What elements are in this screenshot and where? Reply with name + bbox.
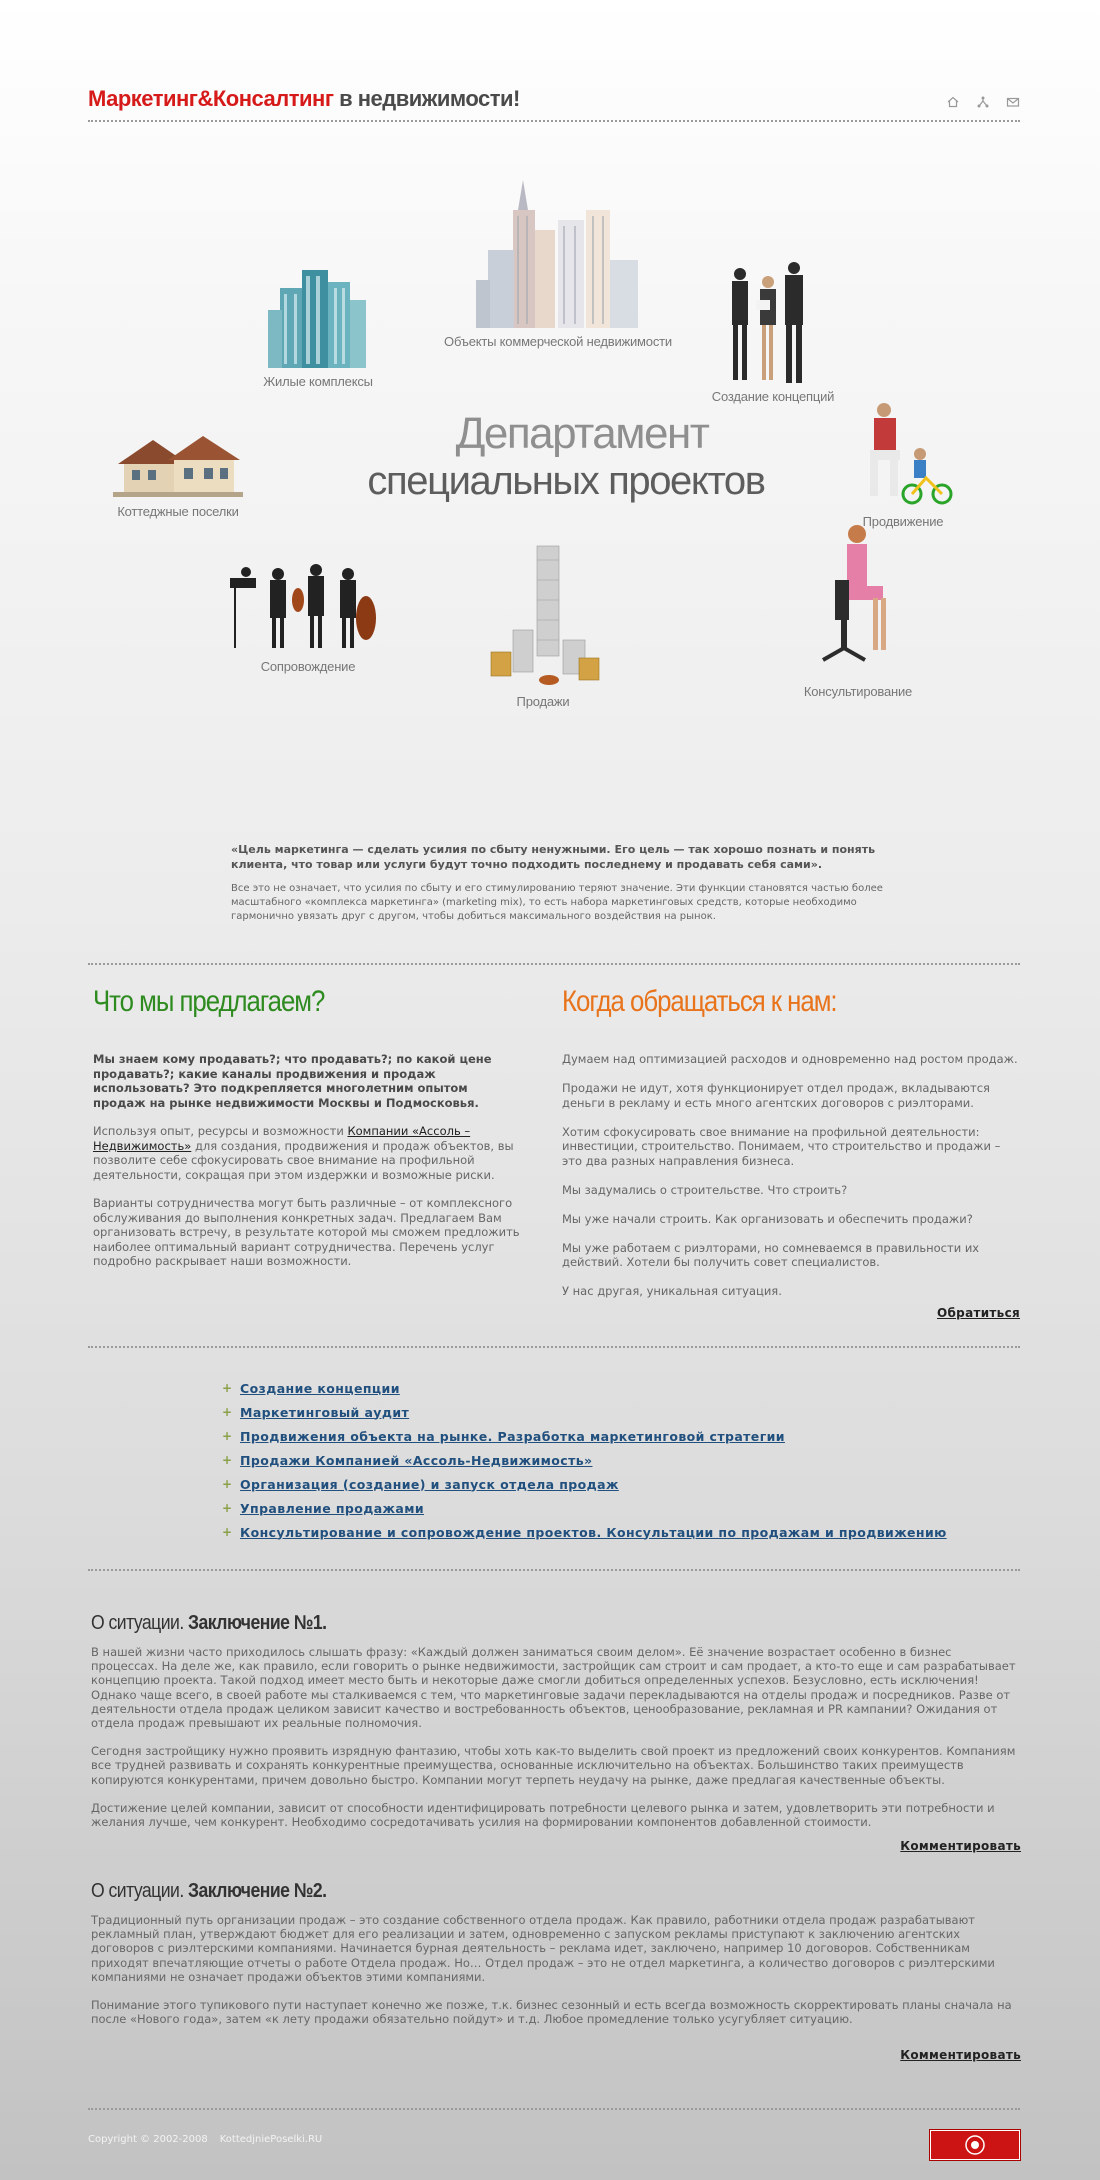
hero-label-cottages: Коттеджные поселки <box>117 504 239 519</box>
hero-label-consulting: Консультирование <box>803 684 913 699</box>
article-title-prefix: О ситуации. <box>91 1880 189 1902</box>
site-logo[interactable] <box>88 86 520 112</box>
hero-item-support[interactable] <box>223 560 393 674</box>
woman-on-chair-image <box>813 520 903 680</box>
mail-icon[interactable] <box>1006 94 1020 108</box>
list-item <box>222 1400 947 1424</box>
list-item <box>222 1472 947 1496</box>
article-1-title <box>91 1612 909 1635</box>
when-item: Думаем над оптимизацией расходов и одновременно над ростом продаж. <box>562 1052 1018 1066</box>
plus-icon: + <box>222 1429 233 1443</box>
offer-p2-text: для создания, продвижения и продаж объектов, вы позволите себе сфокусировать свое внимание на профильной деятельности, сокращая при этом издержки и возможные риски. <box>93 1138 514 1182</box>
list-item <box>222 1424 947 1448</box>
service-link[interactable]: Создание концепции <box>240 1380 400 1396</box>
partner-badge[interactable] <box>930 2130 1020 2160</box>
offer-section <box>93 985 523 1269</box>
copyright: Copyright © 2002-2008 <box>88 2134 208 2145</box>
hero-label-sales: Продажи <box>516 694 570 709</box>
article-paragraph: Понимание этого тупикового пути наступает конечно же позже, т.к. бизнес сезонный и есть всегда возможность скорректировать планы сначала на после «Нового года», затем «к лету продажи обязательно пойдут» и т.д. Любое промедление только усугубляет ситуацию. <box>91 1998 1012 2027</box>
service-link[interactable]: Продажи Компанией «Ассоль-Недвижимость» <box>240 1452 593 1468</box>
offer-paragraph-3: Варианты сотрудничества могут быть различные – от комплексного обслуживания до выполнения конкретных задач. Предлагаем Вам организовать встречу, в результате которой мы сможем предложить наиболее оптимальный вариант сотрудничества. Перечень услуг подробно раскрывает наши возможности. <box>93 1196 520 1268</box>
hero-label-promotion: Продвижение <box>862 514 944 529</box>
hero-label-concepts: Создание концепций <box>711 389 835 404</box>
when-item: Продажи не идут, хотя функционирует отдел продаж, вкладываются деньги в рекламу и есть много агентских договоров с риэлторами. <box>562 1081 990 1110</box>
logo-red-text: Маркетинг&Консалтинг <box>88 86 334 111</box>
divider <box>88 120 1020 122</box>
sitemap-icon[interactable] <box>976 94 990 108</box>
article-paragraph: Достижение целей компании, зависит от способности идентифицировать потребности целевого рынка и затем, удовлетворить эти потребности и желания лучше, чем конкурент. Необходимо сосредотачивать усилия на формировании компонентов добавленной стоимости. <box>91 1800 995 1830</box>
when-item: У нас другая, уникальная ситуация. <box>562 1284 782 1298</box>
plus-icon: + <box>222 1477 233 1491</box>
article-title-prefix: О ситуации. <box>91 1612 189 1634</box>
footer <box>88 2134 322 2145</box>
plus-icon: + <box>222 1381 233 1395</box>
article-paragraph: В нашей жизни часто приходилось слышать фразу: «Каждый должен заниматься своим делом». Её значение возрастает особенно в бизнес процессах. На деле же, как правило, если говорить о рынке недвижимости, застройщик сам строит и сам продает, а кто-то еще и сам разрабатывает концепцию проекта. Такой подход имеет место быть и некоторые даже смогли добиться определенных успехов. Безусловно, есть исключения! Однако чаще всего, в своей работе мы сталкиваемся с тем, что маркетинговые задачи перекладываются на отделы продаж и посредников. Разве от деятельности отдела продаж целиком зависит качество и востребованность объектов, ценообразование, рекламная и PR кампании? Ожидания от отдела продаж превышают их реальные полномочия. <box>91 1645 1016 1731</box>
plus-icon: + <box>222 1525 233 1539</box>
when-item: Хотим сфокусировать свое внимание на профильной деятельности: инвестиции, строительство. Понимаем, что строительство и продажи – это два разных направления бизнеса. <box>562 1124 1001 1168</box>
article-2 <box>91 1880 1021 2062</box>
article-title-bold: Заключение №2. <box>188 1880 327 1902</box>
hero-label-commercial: Объекты коммерческой недвижимости <box>444 334 672 349</box>
divider <box>88 963 1020 965</box>
musicians-image <box>228 560 388 655</box>
hero-item-concepts[interactable] <box>698 260 848 404</box>
header-icons <box>946 94 1020 108</box>
company-link[interactable]: Компании «Ассоль – Недвижимость» <box>93 1124 471 1153</box>
hero-item-commercial[interactable] <box>443 180 673 349</box>
when-item: Мы задумались о строительстве. Что строить? <box>562 1182 848 1197</box>
offer-lead: Мы знаем кому продавать?; что продавать?; по какой цене продавать?; какие каналы продвижения и продаж использовать? Это подкрепляется многолетним опытом продаж на рынке недвижимости Москвы и Подмосковья. <box>93 1052 492 1110</box>
article-title-bold: Заключение №1. <box>188 1612 327 1634</box>
plus-icon: + <box>222 1453 233 1467</box>
divider <box>88 1346 1020 1348</box>
offer-p2-text: Используя опыт, ресурсы и возможности <box>93 1124 348 1138</box>
department-title <box>88 410 1020 504</box>
list-item <box>222 1376 947 1400</box>
service-link[interactable]: Продвижения объекта на рынке. Разработка маркетинговой стратегии <box>240 1428 785 1444</box>
footer-site[interactable]: KottedjniePoselki.RU <box>219 2134 323 2145</box>
when-item: Мы уже начали строить. Как организовать и обеспечить продажи? <box>562 1211 973 1226</box>
article-paragraph: Традиционный путь организации продаж – это создание собственного отдела продаж. Как правило, работники отдела продаж разрабатывают рекламный план, утверждают бюджет для его реализации и затем, одновременно с запуском рекламы приступают к заключению агентских договоров с риэлтерскими компаниями. Начинается бурная деятельность – реклама идет, заключено, например 10 договоров. Собственникам приходят впечатляющие отчеты о работе Отдела продаж. Но… Отдел продаж – это не отдел маркетинга, а количество договоров с риэлтерскими компаниями не означает продажи объектов этими компаниями. <box>91 1913 995 1984</box>
article-1 <box>91 1612 1021 1853</box>
home-icon[interactable] <box>946 94 960 108</box>
divider <box>88 2108 1020 2110</box>
article-paragraph: Сегодня застройщику нужно проявить изрядную фантазию, чтобы хоть как-то выделить свой проект из предложений своих конкурентов. Компаниям все трудней развивать и сохранять конкурентные преимущества, основанные исключительно на объектах. Большинство таких преимуществ копируются конкурентами, причем довольно быстро. Компании могут терпеть неудачу на рынке, даже предлагая качественные объекты. <box>91 1744 1016 1787</box>
hero-collage <box>88 170 1020 810</box>
emblem-icon <box>964 2134 986 2156</box>
service-link[interactable]: Организация (создание) и запуск отдела продаж <box>240 1476 619 1492</box>
comment-link[interactable]: Комментировать <box>900 2048 1021 2063</box>
business-people-image <box>718 260 828 385</box>
divider <box>88 1569 1020 1571</box>
list-item <box>222 1520 947 1544</box>
service-link[interactable]: Управление продажами <box>240 1500 424 1516</box>
offer-paragraph-2 <box>93 1124 523 1182</box>
logo-dark-text: в недвижимости! <box>333 86 520 111</box>
article-2-body <box>91 1913 1021 2026</box>
service-link[interactable]: Консультирование и сопровождение проектов. Консультации по продажам и продвижению <box>240 1524 947 1540</box>
commercial-buildings-image <box>468 180 648 330</box>
contact-link[interactable]: Обратиться <box>937 1306 1020 1320</box>
marketing-quote <box>231 842 921 924</box>
offer-title: Что мы предлагаем? <box>93 985 325 1018</box>
service-link[interactable]: Маркетинговый аудит <box>240 1404 410 1420</box>
hero-item-sales[interactable] <box>468 540 618 709</box>
quote-paragraph: Все это не означает, что усилия по сбыту и его стимулированию теряют значение. Эти функции становятся частью более масштабного «комплекса маркетинга» (marketing mix), то есть набора маркетинговых средств, которые необходимо гармонично увязать друг с другом, чтобы добиться максимального воздействия на рынок. <box>231 883 883 922</box>
comment-link[interactable]: Комментировать <box>900 1839 1021 1854</box>
header <box>88 86 1020 122</box>
when-item: Мы уже работаем с риэлторами, но сомневаемся в правильности их действий. Хотели бы получить совет специалистов. <box>562 1240 980 1269</box>
department-title-line1: Департамент <box>455 409 709 458</box>
list-item <box>222 1448 947 1472</box>
hero-item-consulting[interactable] <box>778 520 938 699</box>
hero-label-residential: Жилые комплексы <box>263 374 373 389</box>
coin-stacks-image <box>483 540 603 690</box>
quote-text: «Цель маркетинга — сделать усилия по сбыту ненужными. Его цель — так хорошо познать и понять клиента, что товар или услуги будут точно подходить последнему и продавать себя сами». <box>231 843 876 871</box>
article-1-body <box>91 1645 1021 1829</box>
department-title-line2: специальных проектов <box>367 459 765 503</box>
hero-label-support: Сопровождение <box>260 659 356 674</box>
plus-icon: + <box>222 1405 233 1419</box>
when-title: Когда обращаться к нам: <box>562 985 837 1018</box>
residential-towers-image <box>258 260 378 370</box>
plus-icon: + <box>222 1501 233 1515</box>
list-item <box>222 1496 947 1520</box>
when-section <box>562 985 1022 1299</box>
article-2-title <box>91 1880 909 1903</box>
hero-item-residential[interactable] <box>243 260 393 389</box>
services-list <box>222 1376 947 1544</box>
